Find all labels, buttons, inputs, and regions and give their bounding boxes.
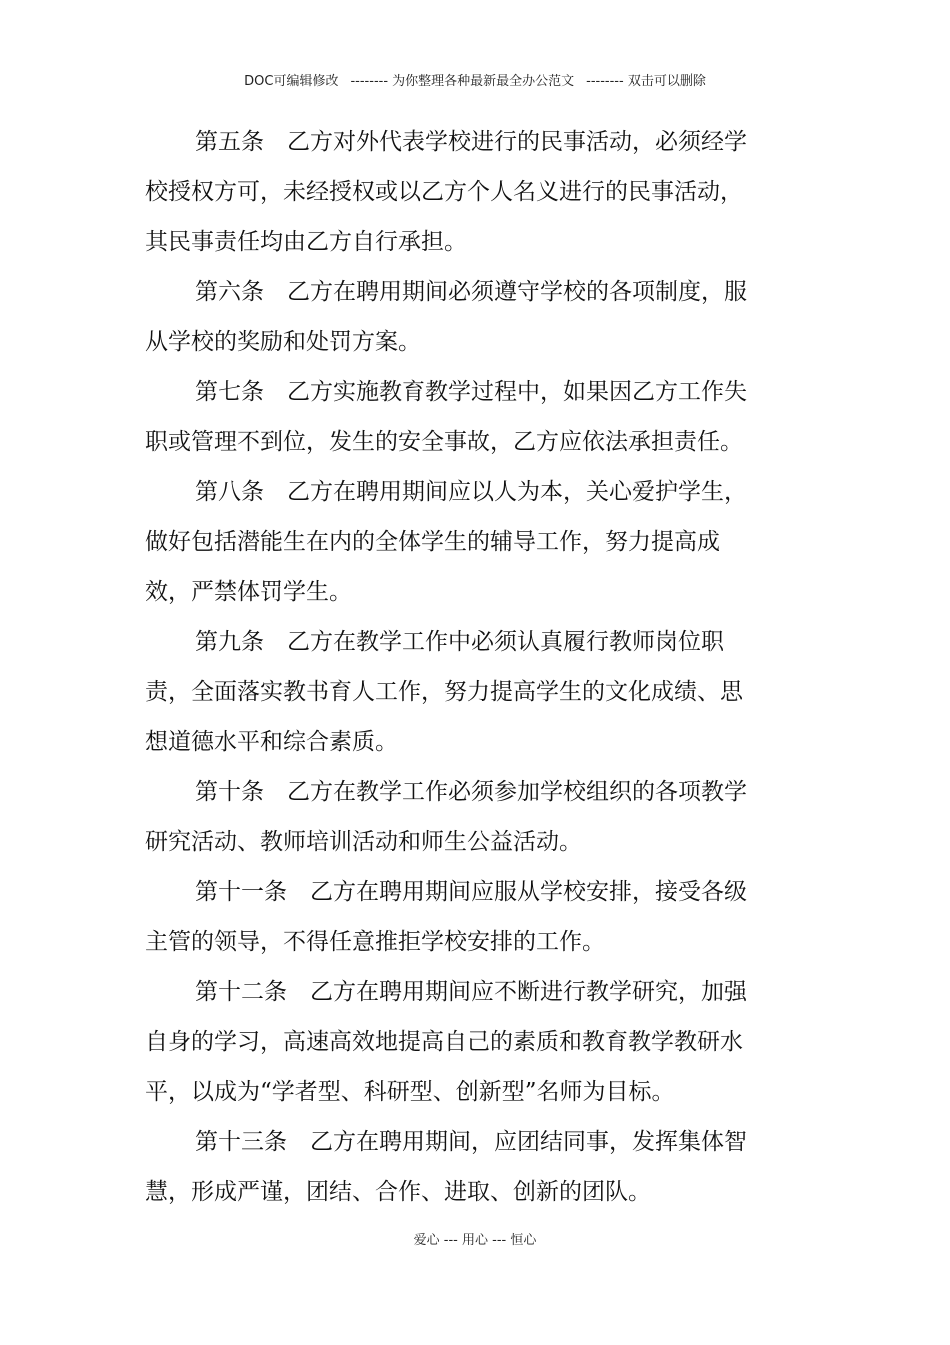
page-footer: 爱心 --- 用心 --- 恒心 [413, 1233, 537, 1248]
text-line: 责，全面落实教书育人工作，努力提高学生的文化成绩、思 [145, 679, 743, 705]
text-line: 主管的领导，不得任意推拒学校安排的工作。 [145, 929, 605, 955]
text-line: 第五条 乙方对外代表学校进行的民事活动，必须经学 [195, 129, 747, 155]
header-doc-label: DOC可编辑修改 [244, 74, 339, 89]
header-delete-hint: -------- 双击可以删除 [586, 74, 706, 89]
text-line: 研究活动、教师培训活动和师生公益活动。 [145, 829, 582, 855]
text-line: 效，严禁体罚学生。 [145, 579, 352, 605]
text-line: 慧，形成严谨，团结、合作、进取、创新的团队。 [145, 1179, 651, 1205]
text-line: 第八条 乙方在聘用期间应以人为本，关心爱护学生， [195, 479, 747, 505]
text-line: 校授权方可，未经授权或以乙方个人名义进行的民事活动， [145, 179, 743, 205]
text-line: 第六条 乙方在聘用期间必须遵守学校的各项制度，服 [195, 279, 747, 305]
text-line: 自身的学习，高速高效地提高自己的素质和教育教学教研水 [145, 1029, 743, 1055]
contract-body [145, 117, 755, 1217]
header-tagline: -------- 为你整理各种最新最全办公范文 [350, 74, 575, 89]
text-line: 从学校的奖励和处罚方案。 [145, 329, 421, 355]
text-line: 第十二条 乙方在聘用期间应不断进行教学研究，加强 [195, 979, 747, 1005]
text-line: 职或管理不到位，发生的安全事故，乙方应依法承担责任。 [145, 429, 743, 455]
text-line: 第七条 乙方实施教育教学过程中，如果因乙方工作失 [195, 379, 747, 405]
text-line: 第十一条 乙方在聘用期间应服从学校安排，接受各级 [195, 879, 747, 905]
text-line: 第九条 乙方在教学工作中必须认真履行教师岗位职 [195, 629, 724, 655]
page-header [0, 70, 950, 89]
text-line: 第十条 乙方在教学工作必须参加学校组织的各项教学 [195, 779, 747, 805]
text-line: 第十三条 乙方在聘用期间，应团结同事，发挥集体智 [195, 1129, 747, 1155]
text-line: 做好包括潜能生在内的全体学生的辅导工作，努力提高成 [145, 529, 720, 555]
text-line: 想道德水平和综合素质。 [145, 729, 398, 755]
text-line: 其民事责任均由乙方自行承担。 [145, 229, 467, 255]
text-line: 平，以成为“学者型、科研型、创新型”名师为目标。 [145, 1079, 675, 1105]
